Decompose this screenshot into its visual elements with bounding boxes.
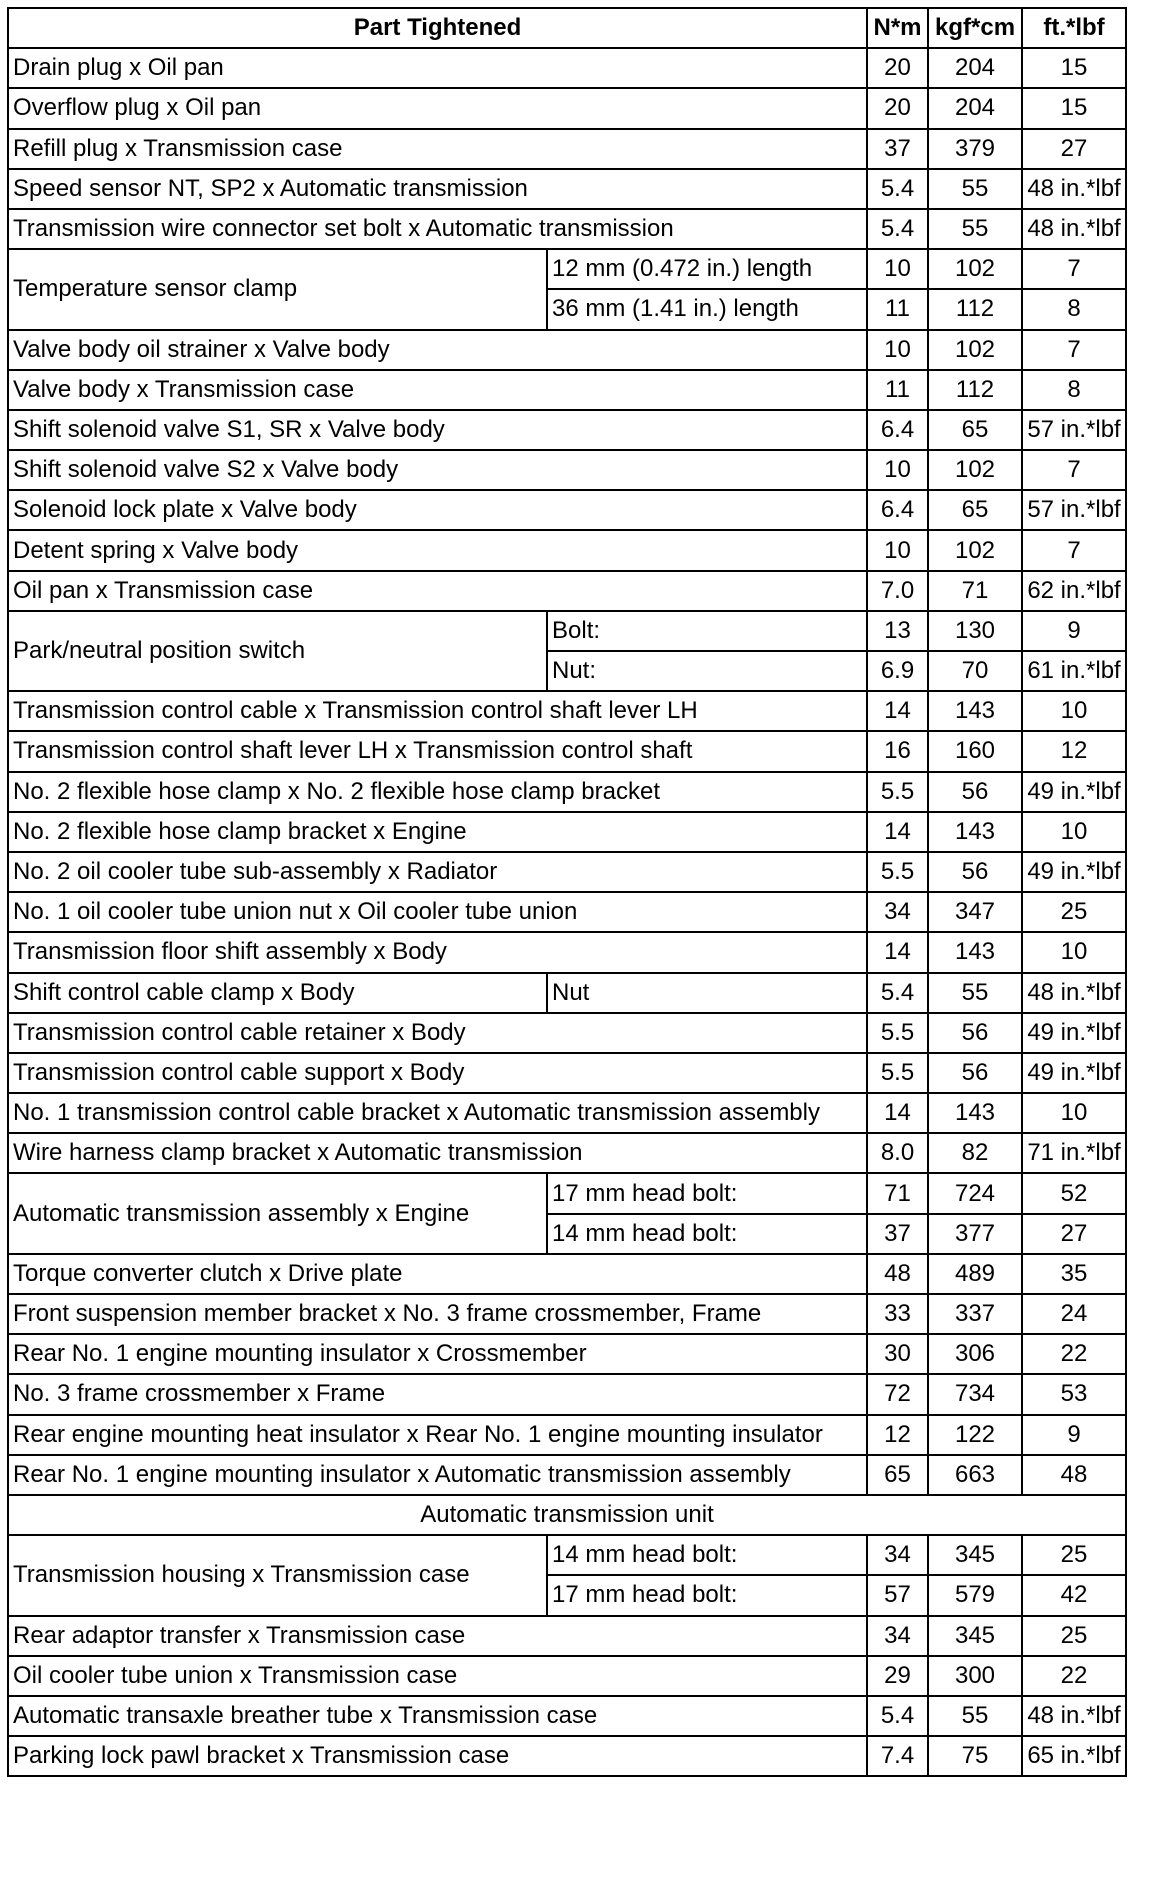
table-row [8, 410, 1126, 450]
torque-nm-cell: 10 [867, 249, 928, 289]
torque-ftlbf-cell: 48 [1022, 1455, 1126, 1495]
header-nm: N*m [867, 8, 928, 48]
torque-ftlbf-cell: 49 in.*lbf [1022, 1013, 1126, 1053]
torque-nm-cell: 11 [867, 289, 928, 329]
table-row [8, 731, 1126, 771]
table-row [8, 852, 1126, 892]
torque-kgf-cell: 143 [928, 1093, 1022, 1133]
torque-nm-cell: 71 [867, 1173, 928, 1213]
torque-kgf-cell: 102 [928, 530, 1022, 570]
table-row [8, 1294, 1126, 1334]
torque-nm-cell: 7.4 [867, 1736, 928, 1776]
torque-kgf-cell: 55 [928, 169, 1022, 209]
torque-ftlbf-cell: 7 [1022, 249, 1126, 289]
torque-nm-cell: 48 [867, 1254, 928, 1294]
part-name-cell: Parking lock pawl bracket x Transmission case [8, 1736, 867, 1776]
torque-nm-cell: 13 [867, 611, 928, 651]
torque-nm-cell: 20 [867, 48, 928, 88]
part-detail-cell: Bolt: [547, 611, 867, 651]
torque-kgf-cell: 347 [928, 892, 1022, 932]
part-detail-cell: 17 mm head bolt: [547, 1173, 867, 1213]
part-name-cell: Oil cooler tube union x Transmission case [8, 1656, 867, 1696]
table-row [8, 330, 1126, 370]
torque-kgf-cell: 112 [928, 370, 1022, 410]
torque-kgf-cell: 663 [928, 1455, 1022, 1495]
part-name-cell: Rear No. 1 engine mounting insulator x Crossmember [8, 1334, 867, 1374]
part-name-cell: Valve body x Transmission case [8, 370, 867, 410]
part-name-cell: Shift solenoid valve S2 x Valve body [8, 450, 867, 490]
torque-nm-cell: 5.4 [867, 209, 928, 249]
part-name-cell: Transmission control cable retainer x Body [8, 1013, 867, 1053]
part-detail-cell: 14 mm head bolt: [547, 1535, 867, 1575]
table-row [8, 1374, 1126, 1414]
table-row [8, 209, 1126, 249]
torque-spec-table [7, 7, 1127, 1777]
torque-kgf-cell: 345 [928, 1616, 1022, 1656]
torque-kgf-cell: 489 [928, 1254, 1022, 1294]
torque-nm-cell: 5.4 [867, 169, 928, 209]
torque-nm-cell: 33 [867, 1294, 928, 1334]
torque-nm-cell: 72 [867, 1374, 928, 1414]
torque-nm-cell: 65 [867, 1455, 928, 1495]
torque-nm-cell: 34 [867, 1535, 928, 1575]
section-heading: Automatic transmission unit [8, 1495, 1126, 1535]
torque-ftlbf-cell: 10 [1022, 812, 1126, 852]
torque-ftlbf-cell: 49 in.*lbf [1022, 1053, 1126, 1093]
table-row [8, 1133, 1126, 1173]
table-row [8, 490, 1126, 530]
torque-nm-cell: 29 [867, 1656, 928, 1696]
torque-ftlbf-cell: 61 in.*lbf [1022, 651, 1126, 691]
part-detail-cell: Nut [547, 973, 867, 1013]
part-name-cell: No. 1 oil cooler tube union nut x Oil cooler tube union [8, 892, 867, 932]
table-row [8, 932, 1126, 972]
torque-ftlbf-cell: 9 [1022, 611, 1126, 651]
header-row [8, 8, 1126, 48]
table-row [8, 1334, 1126, 1374]
part-name-cell: Transmission floor shift assembly x Body [8, 932, 867, 972]
torque-ftlbf-cell: 57 in.*lbf [1022, 410, 1126, 450]
torque-ftlbf-cell: 48 in.*lbf [1022, 1696, 1126, 1736]
torque-nm-cell: 10 [867, 530, 928, 570]
part-name-cell: Torque converter clutch x Drive plate [8, 1254, 867, 1294]
part-name-cell: Park/neutral position switch [8, 611, 547, 691]
table-body [8, 48, 1126, 1776]
torque-kgf-cell: 55 [928, 1696, 1022, 1736]
table-row [8, 1696, 1126, 1736]
torque-kgf-cell: 112 [928, 289, 1022, 329]
table-row [8, 1173, 1126, 1213]
part-name-cell: Valve body oil strainer x Valve body [8, 330, 867, 370]
torque-kgf-cell: 143 [928, 812, 1022, 852]
torque-kgf-cell: 379 [928, 129, 1022, 169]
part-name-cell: Rear No. 1 engine mounting insulator x Automatic transmission assembly [8, 1455, 867, 1495]
torque-ftlbf-cell: 27 [1022, 129, 1126, 169]
torque-kgf-cell: 204 [928, 88, 1022, 128]
torque-ftlbf-cell: 8 [1022, 370, 1126, 410]
torque-nm-cell: 5.5 [867, 772, 928, 812]
torque-kgf-cell: 377 [928, 1214, 1022, 1254]
part-name-cell: Rear adaptor transfer x Transmission case [8, 1616, 867, 1656]
torque-ftlbf-cell: 48 in.*lbf [1022, 973, 1126, 1013]
part-name-cell: Transmission wire connector set bolt x Automatic transmission [8, 209, 867, 249]
torque-ftlbf-cell: 10 [1022, 932, 1126, 972]
table-row [8, 691, 1126, 731]
part-name-cell: Temperature sensor clamp [8, 249, 547, 329]
torque-nm-cell: 34 [867, 892, 928, 932]
torque-ftlbf-cell: 7 [1022, 450, 1126, 490]
torque-ftlbf-cell: 7 [1022, 530, 1126, 570]
torque-kgf-cell: 300 [928, 1656, 1022, 1696]
torque-nm-cell: 14 [867, 812, 928, 852]
torque-kgf-cell: 143 [928, 932, 1022, 972]
table-row [8, 1616, 1126, 1656]
torque-nm-cell: 37 [867, 129, 928, 169]
torque-kgf-cell: 56 [928, 1053, 1022, 1093]
torque-ftlbf-cell: 22 [1022, 1334, 1126, 1374]
torque-kgf-cell: 56 [928, 852, 1022, 892]
part-name-cell: No. 3 frame crossmember x Frame [8, 1374, 867, 1414]
part-detail-cell: 17 mm head bolt: [547, 1575, 867, 1615]
torque-nm-cell: 6.4 [867, 490, 928, 530]
part-name-cell: Rear engine mounting heat insulator x Rear No. 1 engine mounting insulator [8, 1415, 867, 1455]
torque-nm-cell: 6.4 [867, 410, 928, 450]
table-row [8, 1736, 1126, 1776]
torque-kgf-cell: 345 [928, 1535, 1022, 1575]
torque-kgf-cell: 65 [928, 410, 1022, 450]
torque-ftlbf-cell: 22 [1022, 1656, 1126, 1696]
table-row [8, 772, 1126, 812]
torque-kgf-cell: 337 [928, 1294, 1022, 1334]
part-name-cell: No. 2 oil cooler tube sub-assembly x Radiator [8, 852, 867, 892]
torque-ftlbf-cell: 8 [1022, 289, 1126, 329]
torque-kgf-cell: 130 [928, 611, 1022, 651]
table-row [8, 1535, 1126, 1575]
part-name-cell: Drain plug x Oil pan [8, 48, 867, 88]
torque-ftlbf-cell: 49 in.*lbf [1022, 852, 1126, 892]
torque-ftlbf-cell: 24 [1022, 1294, 1126, 1334]
torque-nm-cell: 57 [867, 1575, 928, 1615]
torque-ftlbf-cell: 62 in.*lbf [1022, 571, 1126, 611]
header-part-tightened: Part Tightened [8, 8, 867, 48]
part-name-cell: Transmission control cable support x Body [8, 1053, 867, 1093]
torque-nm-cell: 14 [867, 932, 928, 972]
part-name-cell: No. 2 flexible hose clamp x No. 2 flexible hose clamp bracket [8, 772, 867, 812]
torque-nm-cell: 16 [867, 731, 928, 771]
table-row [8, 1254, 1126, 1294]
torque-nm-cell: 5.5 [867, 1013, 928, 1053]
table-row [8, 169, 1126, 209]
table-row [8, 1455, 1126, 1495]
torque-nm-cell: 30 [867, 1334, 928, 1374]
torque-ftlbf-cell: 35 [1022, 1254, 1126, 1294]
part-name-cell: Transmission control shaft lever LH x Transmission control shaft [8, 731, 867, 771]
part-name-cell: Oil pan x Transmission case [8, 571, 867, 611]
torque-ftlbf-cell: 57 in.*lbf [1022, 490, 1126, 530]
torque-nm-cell: 14 [867, 1093, 928, 1133]
part-name-cell: Overflow plug x Oil pan [8, 88, 867, 128]
table-row [8, 571, 1126, 611]
torque-ftlbf-cell: 65 in.*lbf [1022, 1736, 1126, 1776]
torque-kgf-cell: 56 [928, 772, 1022, 812]
part-name-cell: Front suspension member bracket x No. 3 frame crossmember, Frame [8, 1294, 867, 1334]
part-name-cell: Detent spring x Valve body [8, 530, 867, 570]
table-row [8, 530, 1126, 570]
torque-nm-cell: 5.4 [867, 973, 928, 1013]
torque-nm-cell: 5.4 [867, 1696, 928, 1736]
table-row [8, 1656, 1126, 1696]
torque-ftlbf-cell: 15 [1022, 48, 1126, 88]
table-row [8, 892, 1126, 932]
torque-kgf-cell: 204 [928, 48, 1022, 88]
torque-kgf-cell: 71 [928, 571, 1022, 611]
torque-ftlbf-cell: 27 [1022, 1214, 1126, 1254]
torque-ftlbf-cell: 49 in.*lbf [1022, 772, 1126, 812]
torque-ftlbf-cell: 42 [1022, 1575, 1126, 1615]
table-row [8, 1013, 1126, 1053]
part-name-cell: No. 1 transmission control cable bracket x Automatic transmission assembly [8, 1093, 867, 1133]
part-detail-cell: 14 mm head bolt: [547, 1214, 867, 1254]
torque-ftlbf-cell: 25 [1022, 892, 1126, 932]
section-row [8, 1495, 1126, 1535]
part-name-cell: Shift control cable clamp x Body [8, 973, 547, 1013]
torque-kgf-cell: 55 [928, 209, 1022, 249]
part-detail-cell: 12 mm (0.472 in.) length [547, 249, 867, 289]
part-name-cell: Automatic transaxle breather tube x Transmission case [8, 1696, 867, 1736]
table-row [8, 1093, 1126, 1133]
part-name-cell: Transmission control cable x Transmission control shaft lever LH [8, 691, 867, 731]
torque-ftlbf-cell: 10 [1022, 1093, 1126, 1133]
torque-nm-cell: 14 [867, 691, 928, 731]
table-row [8, 48, 1126, 88]
table-row [8, 450, 1126, 490]
table-row [8, 973, 1126, 1013]
torque-ftlbf-cell: 25 [1022, 1616, 1126, 1656]
torque-ftlbf-cell: 7 [1022, 330, 1126, 370]
torque-ftlbf-cell: 48 in.*lbf [1022, 169, 1126, 209]
torque-nm-cell: 10 [867, 330, 928, 370]
table-row [8, 249, 1126, 289]
torque-ftlbf-cell: 48 in.*lbf [1022, 209, 1126, 249]
torque-ftlbf-cell: 10 [1022, 691, 1126, 731]
torque-kgf-cell: 102 [928, 330, 1022, 370]
torque-kgf-cell: 122 [928, 1415, 1022, 1455]
table-row [8, 370, 1126, 410]
torque-ftlbf-cell: 25 [1022, 1535, 1126, 1575]
torque-nm-cell: 5.5 [867, 852, 928, 892]
torque-ftlbf-cell: 15 [1022, 88, 1126, 128]
torque-nm-cell: 34 [867, 1616, 928, 1656]
torque-kgf-cell: 70 [928, 651, 1022, 691]
torque-kgf-cell: 55 [928, 973, 1022, 1013]
part-name-cell: Wire harness clamp bracket x Automatic transmission [8, 1133, 867, 1173]
torque-kgf-cell: 143 [928, 691, 1022, 731]
torque-kgf-cell: 82 [928, 1133, 1022, 1173]
part-name-cell: Automatic transmission assembly x Engine [8, 1173, 547, 1253]
torque-kgf-cell: 734 [928, 1374, 1022, 1414]
torque-kgf-cell: 75 [928, 1736, 1022, 1776]
torque-kgf-cell: 102 [928, 450, 1022, 490]
torque-nm-cell: 37 [867, 1214, 928, 1254]
torque-nm-cell: 8.0 [867, 1133, 928, 1173]
torque-kgf-cell: 65 [928, 490, 1022, 530]
torque-nm-cell: 5.5 [867, 1053, 928, 1093]
part-detail-cell: Nut: [547, 651, 867, 691]
header-kgf-cm: kgf*cm [928, 8, 1022, 48]
torque-nm-cell: 7.0 [867, 571, 928, 611]
part-name-cell: No. 2 flexible hose clamp bracket x Engine [8, 812, 867, 852]
torque-kgf-cell: 579 [928, 1575, 1022, 1615]
table-row [8, 129, 1126, 169]
torque-nm-cell: 10 [867, 450, 928, 490]
torque-kgf-cell: 56 [928, 1013, 1022, 1053]
part-name-cell: Shift solenoid valve S1, SR x Valve body [8, 410, 867, 450]
table-row [8, 1415, 1126, 1455]
table-row [8, 812, 1126, 852]
torque-ftlbf-cell: 12 [1022, 731, 1126, 771]
part-detail-cell: 36 mm (1.41 in.) length [547, 289, 867, 329]
torque-nm-cell: 11 [867, 370, 928, 410]
torque-ftlbf-cell: 71 in.*lbf [1022, 1133, 1126, 1173]
torque-nm-cell: 6.9 [867, 651, 928, 691]
part-name-cell: Transmission housing x Transmission case [8, 1535, 547, 1615]
table-row [8, 611, 1126, 651]
part-name-cell: Speed sensor NT, SP2 x Automatic transmission [8, 169, 867, 209]
torque-kgf-cell: 102 [928, 249, 1022, 289]
torque-nm-cell: 20 [867, 88, 928, 128]
table-row [8, 1053, 1126, 1093]
part-name-cell: Refill plug x Transmission case [8, 129, 867, 169]
torque-kgf-cell: 306 [928, 1334, 1022, 1374]
torque-ftlbf-cell: 9 [1022, 1415, 1126, 1455]
torque-kgf-cell: 724 [928, 1173, 1022, 1213]
header-ft-lbf: ft.*lbf [1022, 8, 1126, 48]
table-row [8, 88, 1126, 128]
torque-ftlbf-cell: 53 [1022, 1374, 1126, 1414]
torque-ftlbf-cell: 52 [1022, 1173, 1126, 1213]
part-name-cell: Solenoid lock plate x Valve body [8, 490, 867, 530]
torque-kgf-cell: 160 [928, 731, 1022, 771]
torque-nm-cell: 12 [867, 1415, 928, 1455]
